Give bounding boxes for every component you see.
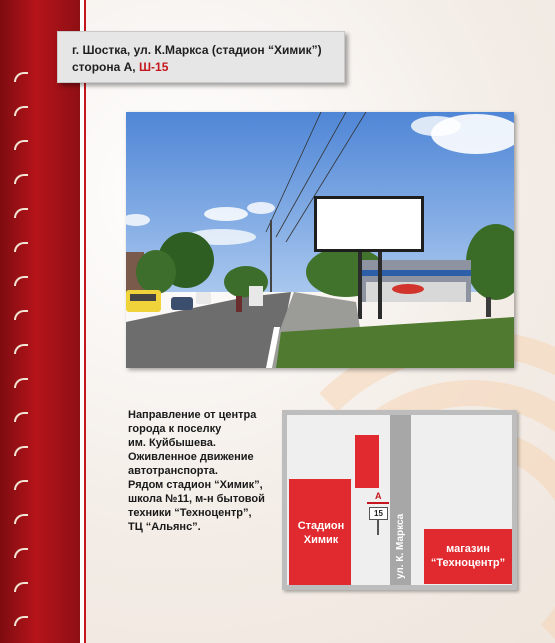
binder-ring-icon <box>14 480 28 490</box>
side-a-marker: А <box>375 491 382 501</box>
building-block <box>355 435 379 488</box>
location-address: г. Шостка, ул. К.Маркса (стадион “Химик”) <box>72 43 322 57</box>
map-canvas <box>287 415 512 585</box>
binder-ring-icon <box>14 412 28 422</box>
binder-ring-icon <box>14 344 28 354</box>
side-label: сторона А, <box>72 60 139 74</box>
description-line: им. Куйбышева. <box>128 437 216 449</box>
binder-ring-icon <box>14 242 28 252</box>
binder-ring-icon <box>14 582 28 592</box>
location-map <box>282 410 517 590</box>
binder-ring-icon <box>14 140 28 150</box>
billboard-post-icon <box>377 519 379 535</box>
binder-ring-icon <box>14 106 28 116</box>
street-photo-illustration <box>126 112 514 368</box>
binder-ring-icon <box>14 514 28 524</box>
shop-label: магазин “Техноцентр” <box>430 543 506 569</box>
side-marker-line <box>367 502 389 504</box>
description-line: школа №11, м-н бытовой <box>128 493 265 505</box>
binder-ring-icon <box>14 378 28 388</box>
binder-ring-icon <box>14 310 28 320</box>
description-line: Оживленное движение <box>128 451 254 463</box>
description-line: города к поселку <box>128 423 222 435</box>
binder-ring-icon <box>14 616 28 626</box>
binder-ring-icon <box>14 72 28 82</box>
description-line: техники “Техноцентр”, <box>128 507 252 519</box>
description-line: Направление от центра <box>128 409 257 421</box>
binder-ring-icon <box>14 446 28 456</box>
location-side <box>72 59 330 76</box>
binder-ring-icon <box>14 276 28 286</box>
billboard-number: 15 <box>369 507 388 520</box>
street-name-label: ул. К. Маркса <box>395 513 406 579</box>
location-description <box>128 408 278 534</box>
decorative-sidebar <box>0 0 80 643</box>
binder-ring-icon <box>14 208 28 218</box>
description-line: ТЦ “Альянс”. <box>128 521 201 533</box>
location-title-box <box>57 31 345 83</box>
binder-ring-icon <box>14 548 28 558</box>
binder-ring-icon <box>14 174 28 184</box>
billboard-photo <box>126 112 514 368</box>
description-line: Рядом стадион “Химик”, <box>128 479 263 491</box>
billboard-code: Ш-15 <box>138 60 169 74</box>
stadium-label: Стадион Химик <box>297 520 345 546</box>
description-line: автотранспорта. <box>128 465 218 477</box>
